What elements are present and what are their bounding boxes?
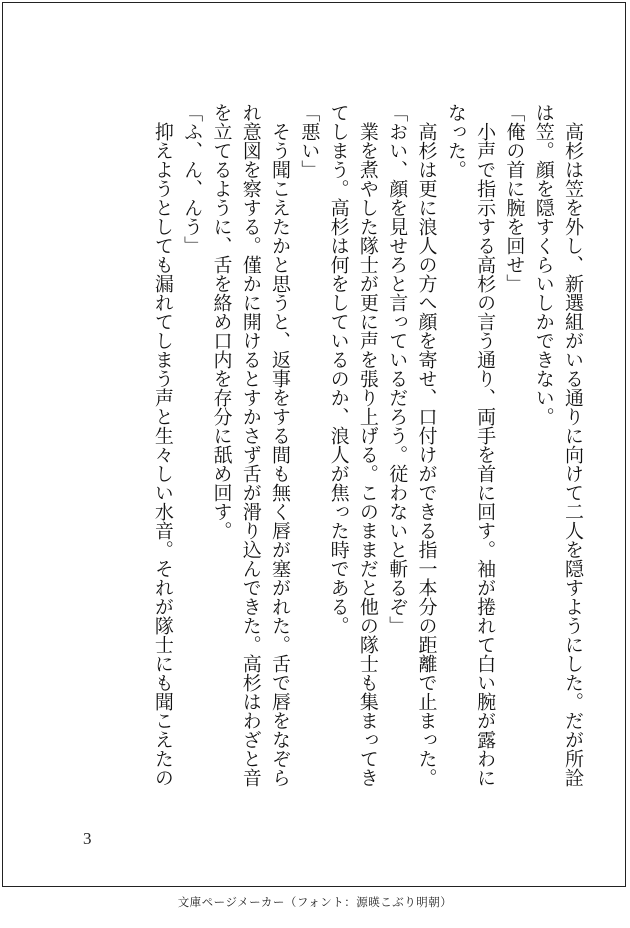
text-line-3: 「俺の首に腕を回せ」	[503, 103, 526, 293]
text-line-2: は笠。顔を隠すくらいしかできない。	[532, 103, 555, 426]
text-line-8: 業を煮やした隊士が更に声を張り上げる。このままだと他の隊士も集まってき	[356, 103, 379, 787]
page-number: 3	[83, 829, 92, 848]
text-line-13: を立てるように、舌を絡め口内を存分に舐め回す。	[210, 103, 233, 540]
text-line-9: てしまう。高杉は何をしているのか、浪人が焦った時である。	[327, 103, 350, 635]
text-line-11: そう聞こえたかと思うと、返事をする間も無く唇が塞がれた。舌で唇をなぞら	[269, 103, 292, 787]
text-line-5: なった。	[444, 103, 467, 179]
text-line-7: 「おい、顔を見せろと言っているだろう。従わないと斬るぞ」	[386, 103, 409, 635]
text-line-14: 「ふ、ん、んう」	[181, 103, 204, 255]
text-line-1: 高杉は笠を外し、新選組がいる通りに向けて二人を隠すようにした。だが所詮	[562, 103, 584, 787]
text-line-12: れ意図を察する。僅かに開けるとすかさず舌が滑り込んできた。高杉はわざと音	[239, 103, 262, 787]
page-frame	[2, 2, 626, 887]
text-line-6: 高杉は更に浪人の方へ顔を寄せ、口付けができる指一本分の距離で止まった。	[415, 103, 438, 787]
text-line-15: 抑えようとしても漏れてしまう声と生々しい水音。それが隊士にも聞こえたの	[151, 103, 174, 787]
text-line-4: 小声で指示する高杉の言う通り、両手を首に回す。袖が捲れて白い腕が露わに	[474, 103, 497, 787]
footer-credit: 文庫ページメーカー（フォント：源暎こぶり明朝）	[177, 895, 453, 909]
vertical-text-block	[148, 103, 587, 823]
text-line-10: 「悪い」	[298, 103, 321, 179]
